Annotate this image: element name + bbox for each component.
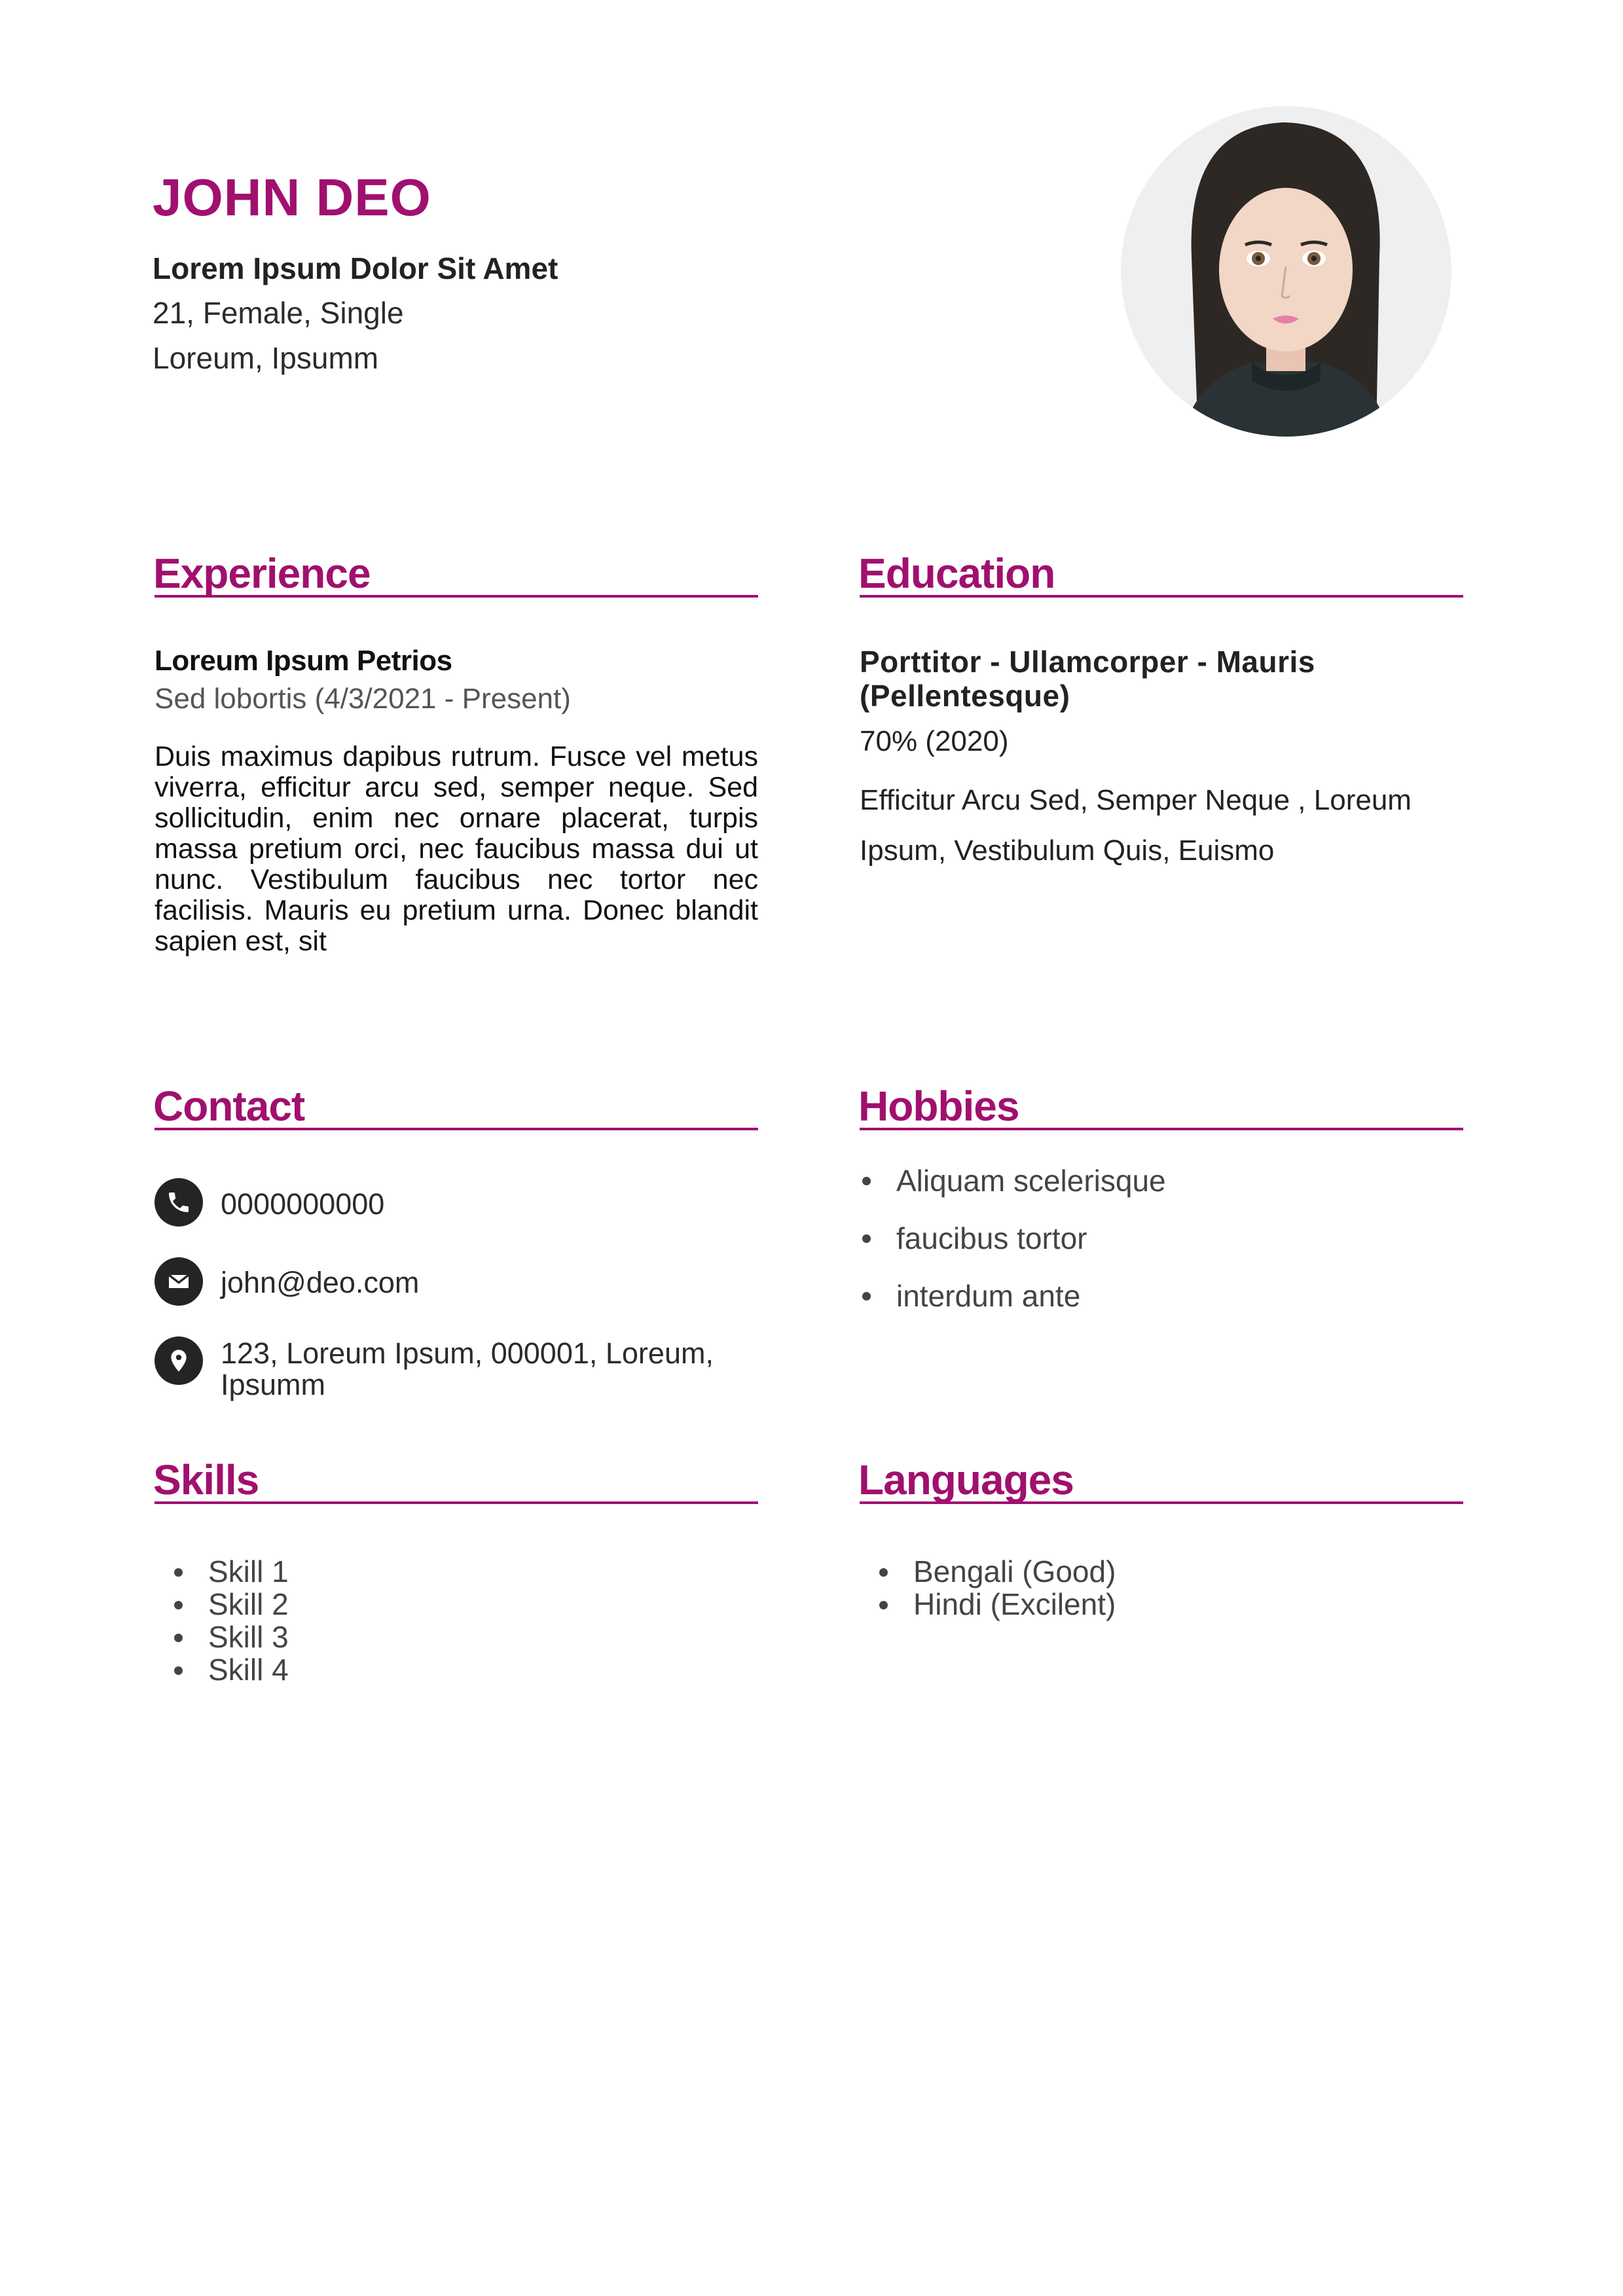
resume-tagline: Lorem Ipsum Dolor Sit Amet: [153, 251, 558, 285]
job-title: Loreum Ipsum Petrios: [155, 645, 452, 677]
education-description: Efficitur Arcu Sed, Semper Neque , Loreum Ipsum, Vestibulum Quis, Euismo: [860, 784, 1412, 867]
skills-list: [155, 1555, 289, 1686]
list-item: Skill 2: [155, 1588, 289, 1621]
list-item: Hindi (Excilent): [860, 1588, 1116, 1621]
location-pin-icon: [155, 1336, 203, 1385]
personal-details: 21, Female, Single: [153, 296, 404, 330]
skills-divider: [155, 1501, 758, 1504]
mail-icon: [155, 1257, 203, 1306]
contact-divider: [155, 1128, 758, 1130]
list-item: Skill 1: [155, 1555, 289, 1588]
contact-phone[interactable]: 0000000000: [221, 1187, 385, 1221]
resume-name: JOHN DEO: [153, 168, 431, 226]
languages-list: [860, 1555, 1116, 1621]
list-item: Bengali (Good): [860, 1555, 1116, 1588]
hobbies-divider: [860, 1128, 1463, 1130]
job-description: Duis maximus dapibus rutrum. Fusce vel metus viverra, efficitur arcu sed, semper neque. Sed sollicitudin, enim nec ornare placerat, turpis massa pretium orci, nec faucibus massa dui ut nunc. Vestibulum faucibus nec tortor nec facilisis. Mauris eu pretium urna. Donec blandit sapien est, sit: [155, 741, 758, 957]
education-heading: Education: [858, 550, 1055, 597]
list-item: interdum ante: [860, 1267, 1166, 1325]
list-item: faucibus tortor: [860, 1210, 1166, 1267]
list-item: Aliquam scelerisque: [860, 1152, 1166, 1210]
avatar-illustration: [1121, 106, 1451, 437]
education-divider: [860, 595, 1463, 598]
languages-divider: [860, 1501, 1463, 1504]
experience-heading: Experience: [153, 550, 371, 597]
hobbies-heading: Hobbies: [858, 1083, 1019, 1130]
contact-email[interactable]: john@deo.com: [221, 1266, 420, 1299]
education-score: 70% (2020): [860, 725, 1009, 757]
skills-heading: Skills: [153, 1456, 259, 1503]
avatar: [1121, 106, 1451, 437]
hobbies-list: [860, 1152, 1166, 1325]
list-item: Skill 4: [155, 1653, 289, 1686]
phone-icon: [155, 1178, 203, 1227]
list-item: Skill 3: [155, 1621, 289, 1653]
contact-heading: Contact: [153, 1083, 305, 1130]
languages-heading: Languages: [858, 1456, 1074, 1503]
job-subtitle: Sed lobortis (4/3/2021 - Present): [155, 683, 571, 715]
contact-address: 123, Loreum Ipsum, 000001, Loreum, Ipsumm: [221, 1336, 714, 1401]
education-degree: Porttitor - Ullamcorper - Mauris (Pellentesque): [860, 645, 1315, 713]
experience-divider: [155, 595, 758, 598]
personal-location: Loreum, Ipsumm: [153, 341, 379, 375]
